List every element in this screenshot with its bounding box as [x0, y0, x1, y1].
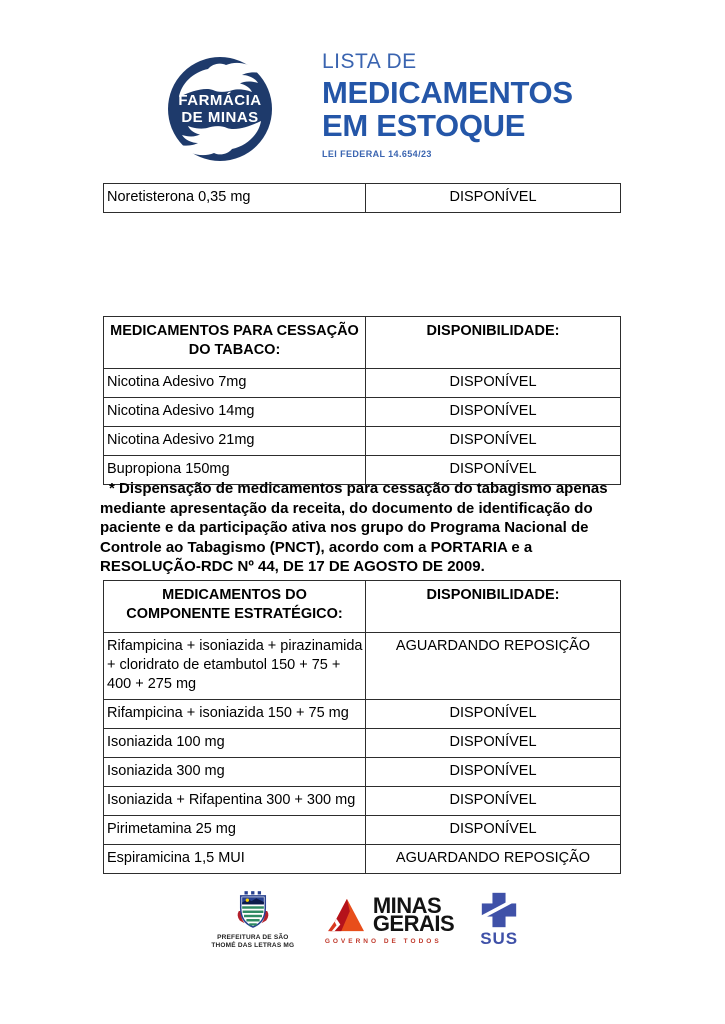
drug-status-cell: DISPONÍVEL	[366, 787, 621, 816]
drug-name-cell: Isoniazida 300 mg	[104, 758, 366, 787]
table-row	[104, 369, 621, 398]
drug-status-cell: AGUARDANDO REPOSIÇÃO	[366, 845, 621, 874]
drug-name-cell: Rifampicina + isoniazida + pirazinamida + cloridrato de etambutol 150 + 75 + 400 + 275 mg	[104, 633, 366, 700]
table-row	[104, 845, 621, 874]
drug-status-cell: DISPONÍVEL	[366, 427, 621, 456]
footer-logos	[0, 891, 725, 950]
prefeitura-label-line1: PREFEITURA DE SÃO	[217, 934, 289, 941]
sus-cross-icon	[480, 892, 518, 928]
drug-status-cell: DISPONÍVEL	[366, 398, 621, 427]
drug-name-cell: Pirimetamina 25 mg	[104, 816, 366, 845]
tobacco-header-col1: MEDICAMENTOS PARA CESSAÇÃO DO TABACO:	[104, 317, 366, 369]
table-row	[104, 729, 621, 758]
single-medication-table	[103, 183, 621, 213]
logo-line2: DE MINAS	[181, 109, 259, 126]
minas-gerais-logo	[324, 892, 455, 945]
mg-triangle-icon	[325, 897, 367, 933]
drug-name-cell: Nicotina Adesivo 14mg	[104, 398, 366, 427]
mg-tagline: GOVERNO DE TODOS	[324, 937, 442, 945]
prefeitura-label-line2: THOMÉ DAS LETRAS MG	[211, 942, 295, 949]
drug-status-cell: DISPONÍVEL	[366, 758, 621, 787]
table-row	[104, 816, 621, 845]
drug-name-cell: Bupropiona 150mg	[104, 456, 366, 485]
drug-name-cell: Nicotina Adesivo 21mg	[104, 427, 366, 456]
sus-logo	[480, 892, 518, 949]
strategic-component-table	[103, 580, 621, 874]
mg-word-minas: MINAS	[372, 892, 442, 918]
strategic-header-col1: MEDICAMENTOS DO COMPONENTE ESTRATÉGICO:	[104, 581, 366, 633]
document-title	[322, 50, 573, 159]
drug-status-cell: AGUARDANDO REPOSIÇÃO	[366, 633, 621, 700]
table-row	[104, 700, 621, 729]
drug-status-cell: DISPONÍVEL	[366, 456, 621, 485]
table-row	[104, 787, 621, 816]
drug-status-cell: DISPONÍVEL	[366, 369, 621, 398]
drug-status-cell: DISPONÍVEL	[366, 729, 621, 758]
drug-status-cell: DISPONÍVEL	[366, 816, 621, 845]
table-header-row	[104, 581, 621, 633]
logo-line1: FARMÁCIA	[178, 92, 262, 109]
table-header-row	[104, 317, 621, 369]
farmacia-de-minas-logo	[167, 56, 273, 162]
drug-status-cell: DISPONÍVEL	[366, 700, 621, 729]
coat-of-arms-icon	[236, 891, 270, 931]
title-medicamentos: MEDICAMENTOS	[322, 75, 573, 110]
table-row	[104, 427, 621, 456]
tobacco-header-col2: DISPONIBILIDADE:	[366, 317, 621, 369]
drug-name-cell: Isoniazida 100 mg	[104, 729, 366, 758]
prefeitura-label	[207, 934, 299, 950]
drug-name-cell: Rifampicina + isoniazida 150 + 75 mg	[104, 700, 366, 729]
tobacco-cessation-table	[103, 316, 621, 485]
drug-name-cell: Espiramicina 1,5 MUI	[104, 845, 366, 874]
title-em-estoque: EM ESTOQUE	[322, 108, 526, 143]
title-lista-de: LISTA DE	[322, 50, 417, 73]
logo-wordmark	[167, 92, 273, 126]
dispensation-note: * Dispensação de medicamentos para cessação do tabagismo apenas mediante apresentação da receita, do documento de identificação do paciente e da participação ativa nos grupo do Programa Nacional de Controle ao Tabagismo (PNCT), acordo com a PORTARIA e a RESOLUÇÃO-RDC Nº 44, DE 17 DE AGOSTO DE 2009.	[100, 480, 608, 575]
drug-name-cell: Nicotina Adesivo 7mg	[104, 369, 366, 398]
prefeitura-logo	[207, 891, 299, 950]
table-row	[104, 184, 621, 213]
sus-label: SUS	[480, 929, 519, 948]
table-row	[104, 758, 621, 787]
table-row	[104, 633, 621, 700]
title-lei-federal: LEI FEDERAL 14.654/23	[322, 149, 432, 159]
strategic-header-col2: DISPONIBILIDADE:	[366, 581, 621, 633]
table-row	[104, 398, 621, 427]
mg-word-gerais: GERAIS	[372, 910, 455, 936]
drug-name-cell: Isoniazida + Rifapentina 300 + 300 mg	[104, 787, 366, 816]
drug-name-cell: Noretisterona 0,35 mg	[104, 184, 366, 213]
mg-wordmark	[372, 892, 455, 936]
drug-status-cell: DISPONÍVEL	[366, 184, 621, 213]
